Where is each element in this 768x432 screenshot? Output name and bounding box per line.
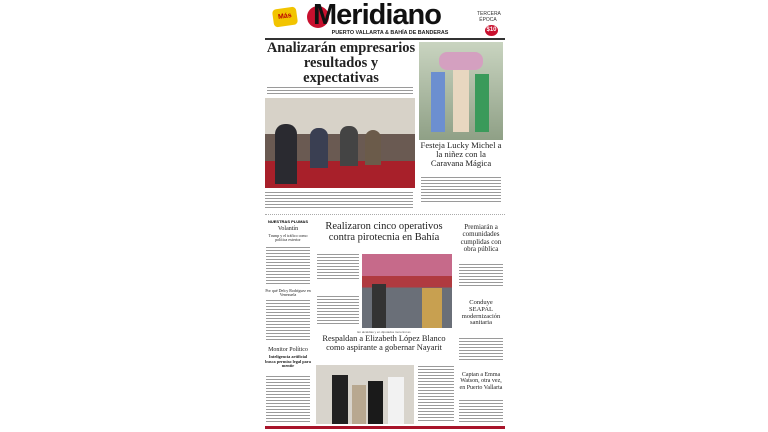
edition-label: TERCERA ÉPOCA bbox=[477, 11, 501, 23]
pirotecnia-body bbox=[317, 296, 359, 324]
pirotecnia-photo bbox=[362, 254, 452, 328]
caravana-photo bbox=[419, 42, 503, 140]
premiaran-body bbox=[459, 264, 503, 286]
pirotecnia-summary bbox=[317, 254, 359, 280]
seapal-body bbox=[459, 338, 503, 360]
opinion-section-label: NUESTRAS PLUMAS bbox=[267, 219, 308, 224]
lead-body bbox=[265, 192, 413, 210]
opinion-col3-body bbox=[266, 376, 310, 422]
seapal-headline: Conduye SEAPAL modernización sanitaria bbox=[461, 299, 501, 327]
opinion-col3-title: Monitor Político bbox=[268, 347, 308, 353]
opinion-col2-head: Por qué Delcy Rodríguez en Venezuela bbox=[265, 288, 311, 298]
watson-body bbox=[459, 400, 503, 422]
opinion-col1-title: Volantín bbox=[277, 226, 299, 232]
pirotecnia-headline: Realizaron cinco operativos contra pirotecnia en Bahía bbox=[325, 221, 443, 244]
opinion-col1-head: Trump y el tráfico como política exterior bbox=[268, 233, 308, 243]
watson-headline: Captan a Emma Watson, otra vez, en Puerto Vallarta bbox=[459, 372, 503, 391]
respaldan-photo bbox=[316, 365, 414, 424]
premiaran-headline: Premiarán a comunidades cumplidas con obra pública bbox=[460, 223, 502, 254]
footer-bar bbox=[265, 426, 505, 429]
side-headline: Festeja Lucky Michel a la niñez con la Caravana Mágica bbox=[420, 140, 502, 169]
respaldan-headline: Respaldan a Elizabeth López Blanco como aspirante a gobernar Nayarit bbox=[322, 334, 446, 352]
section-divider bbox=[265, 214, 505, 215]
opinion-col3-head: Inteligencia artificial busca permiso legal para mentir bbox=[265, 354, 311, 368]
newspaper-front-page bbox=[265, 0, 505, 432]
lead-photo bbox=[265, 98, 415, 188]
masthead-title: Meridiano bbox=[313, 0, 441, 31]
opinion-col2-body bbox=[266, 300, 310, 342]
price-badge: $10 bbox=[485, 25, 498, 36]
masthead-subtitle: PUERTO VALLARTA & BAHÍA DE BANDERAS bbox=[331, 30, 449, 36]
respaldan-body bbox=[418, 366, 454, 422]
lead-summary bbox=[267, 87, 413, 96]
mas-badge-logo: Más bbox=[272, 6, 298, 27]
respaldan-kicker: En alcaldías y en diputados moreníst as bbox=[357, 330, 411, 334]
side-body bbox=[421, 177, 501, 203]
lead-headline: Analizarán empresarios resultados y expectativas bbox=[266, 40, 416, 86]
opinion-col1-body bbox=[266, 247, 310, 285]
